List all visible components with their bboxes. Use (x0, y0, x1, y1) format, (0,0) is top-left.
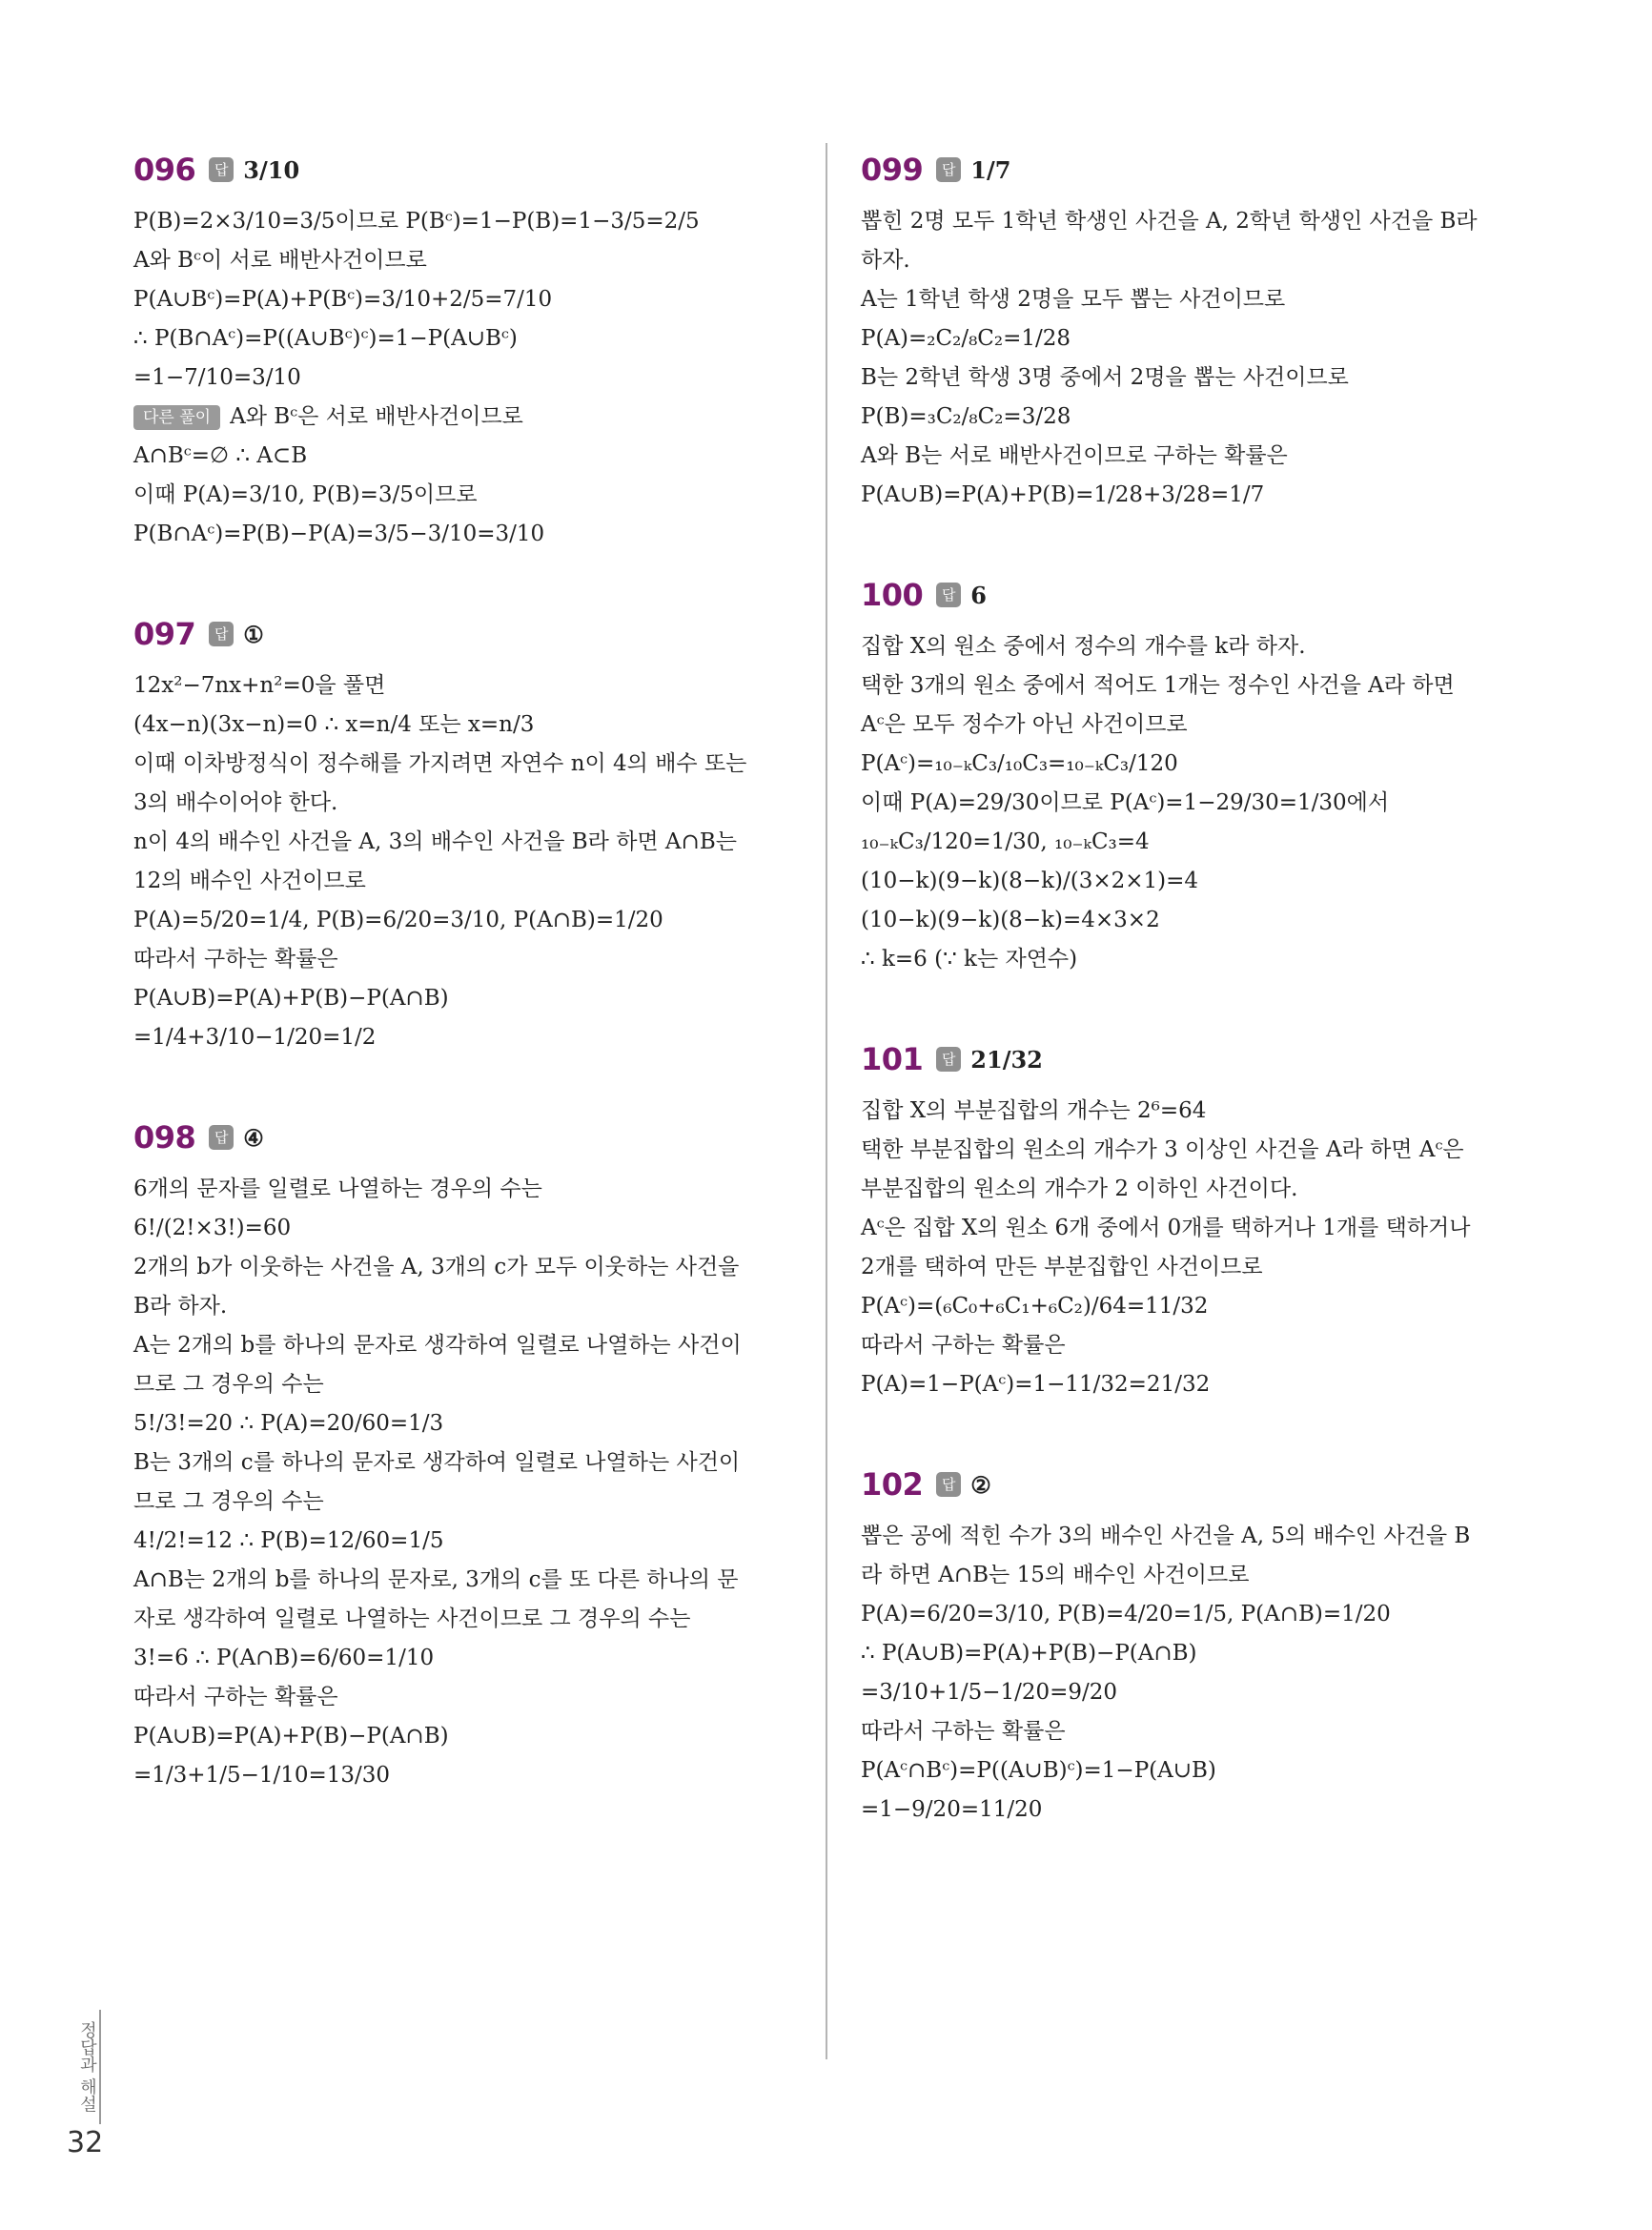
solution-line: (4x−n)(3x−n)=0 ∴ x=n/4 또는 x=n/3 (133, 712, 535, 737)
solution-line: =1−7/10=3/10 (133, 365, 301, 390)
answer-value: 21/32 (970, 1045, 1043, 1074)
solution-line: =1/4+3/10−1/20=1/2 (133, 1025, 377, 1050)
answer-tag: 답 (209, 1125, 234, 1150)
answer-tag: 답 (936, 1472, 961, 1497)
solution-line: =1−9/20=11/20 (861, 1797, 1043, 1822)
answer-value: ① (243, 620, 264, 648)
answer-tag: 답 (936, 157, 961, 182)
solution-line: A는 1학년 학생 2명을 모두 뽑는 사건이므로 (861, 287, 1286, 312)
answer-tag: 답 (209, 622, 234, 646)
solution-line: P(A∪B)=P(A)+P(B)=1/28+3/28=1/7 (861, 482, 1265, 507)
problem-header (133, 607, 791, 661)
solution-line: Aᶜ은 모두 정수가 아닌 사건이므로 (861, 712, 1188, 737)
problem-header (861, 1033, 1519, 1086)
problem-097 (133, 607, 791, 1057)
solution-line: 12x²−7nx+n²=0을 풀면 (133, 673, 386, 698)
side-section-label: 정답과 해설 (74, 2010, 101, 2124)
solution-line: A와 Bᶜ이 서로 배반사건이므로 (133, 248, 427, 273)
solution-line: 6개의 문자를 일렬로 나열하는 경우의 수는 (133, 1176, 542, 1201)
solution-line: 뽑힌 2명 모두 1학년 학생인 사건을 A, 2학년 학생인 사건을 B라 (861, 209, 1478, 234)
solution-line: A와 B는 서로 배반사건이므로 구하는 확률은 (861, 443, 1288, 468)
solution-line: 5!/3!=20 ∴ P(A)=20/60=1/3 (133, 1411, 444, 1436)
solution-line: P(A)=6/20=3/10, P(B)=4/20=1/5, P(A∩B)=1/20 (861, 1602, 1391, 1626)
alt-solution-badge: 다른 풀이 (133, 405, 220, 430)
solution-line: 2개의 b가 이웃하는 사건을 A, 3개의 c가 모두 이웃하는 사건을 (133, 1255, 740, 1279)
left-column (133, 143, 791, 1849)
answer-value: 1/7 (970, 155, 1011, 184)
alt-solution-line: A∩Bᶜ=∅ ∴ A⊂B (133, 443, 308, 468)
solution-line: P(A∪B)=P(A)+P(B)−P(A∩B) (133, 1724, 449, 1749)
problem-number: 100 (861, 577, 924, 613)
solution-line: P(A)=1−P(Aᶜ)=1−11/32=21/32 (861, 1372, 1211, 1397)
solution-line: 따라서 구하는 확률은 (133, 1685, 338, 1709)
problem-header (133, 143, 791, 196)
problem-099 (861, 143, 1519, 515)
solution-line: =3/10+1/5−1/20=9/20 (861, 1680, 1118, 1705)
solution-line: P(Aᶜ)=₁₀₋ₖC₃/₁₀C₃=₁₀₋ₖC₃/120 (861, 751, 1178, 776)
solution-line: 이때 P(A)=29/30이므로 P(Aᶜ)=1−29/30=1/30에서 (861, 790, 1390, 815)
problem-header (861, 143, 1519, 196)
solution-line: 6!/(2!×3!)=60 (133, 1216, 292, 1240)
problem-102 (861, 1458, 1519, 1830)
solution-line: 4!/2!=12 ∴ P(B)=12/60=1/5 (133, 1528, 444, 1553)
solution-line: B는 2학년 학생 3명 중에서 2명을 뽑는 사건이므로 (861, 365, 1349, 390)
problem-header (861, 568, 1519, 622)
answer-tag: 답 (936, 583, 961, 607)
solution-line: ₁₀₋ₖC₃/120=1/30, ₁₀₋ₖC₃=4 (861, 829, 1150, 854)
solution-line: P(A∪B)=P(A)+P(B)−P(A∩B) (133, 986, 449, 1011)
alt-solution-line: 이때 P(A)=3/10, P(B)=3/5이므로 (133, 482, 478, 507)
solution-line: 집합 X의 원소 중에서 정수의 개수를 k라 하자. (861, 634, 1306, 659)
problem-100 (861, 568, 1519, 979)
problem-number: 101 (861, 1041, 924, 1077)
solution-line: ∴ P(B∩Aᶜ)=P((A∪Bᶜ)ᶜ)=1−P(A∪Bᶜ) (133, 326, 518, 351)
solution-line: A는 2개의 b를 하나의 문자로 생각하여 일렬로 나열하는 사건이 (133, 1333, 742, 1358)
right-column (861, 143, 1519, 1883)
solution-line: n이 4의 배수인 사건을 A, 3의 배수인 사건을 B라 하면 A∩B는 (133, 829, 737, 854)
solution-line: 택한 3개의 원소 중에서 적어도 1개는 정수인 사건을 A라 하면 (861, 673, 1455, 698)
problem-number: 097 (133, 616, 196, 652)
solution-line: 부분집합의 원소의 개수가 2 이하인 사건이다. (861, 1176, 1298, 1201)
solution-line: =1/3+1/5−1/10=13/30 (133, 1763, 391, 1788)
solution-line: P(A)=5/20=1/4, P(B)=6/20=3/10, P(A∩B)=1/20 (133, 908, 663, 932)
solution-line: 집합 X의 부분집합의 개수는 2⁶=64 (861, 1098, 1207, 1123)
solution-line: P(A∪Bᶜ)=P(A)+P(Bᶜ)=3/10+2/5=7/10 (133, 287, 553, 312)
solution-line: B는 3개의 c를 하나의 문자로 생각하여 일렬로 나열하는 사건이 (133, 1450, 741, 1475)
solution-line: P(B)=2×3/10=3/5이므로 P(Bᶜ)=1−P(B)=1−3/5=2/5 (133, 209, 700, 234)
solution-line: 라 하면 A∩B는 15의 배수인 사건이므로 (861, 1563, 1250, 1587)
solution-line: (10−k)(9−k)(8−k)=4×3×2 (861, 908, 1160, 932)
answer-tag: 답 (209, 157, 234, 182)
solution-line: P(Aᶜ)=(₆C₀+₆C₁+₆C₂)/64=11/32 (861, 1294, 1209, 1319)
solution-line: B라 하자. (133, 1294, 228, 1319)
solution-line: 므로 그 경우의 수는 (133, 1489, 324, 1514)
solution-line: 따라서 구하는 확률은 (133, 947, 338, 972)
alt-solution-text: A와 Bᶜ은 서로 배반사건이므로 (230, 404, 523, 429)
alt-solution-line (133, 398, 791, 437)
solution-line: 뽑은 공에 적힌 수가 3의 배수인 사건을 A, 5의 배수인 사건을 B (861, 1524, 1471, 1548)
solution-line: P(A)=₂C₂/₈C₂=1/28 (861, 326, 1071, 351)
answer-value: 3/10 (243, 155, 300, 184)
solution-line: ∴ P(A∪B)=P(A)+P(B)−P(A∩B) (861, 1641, 1197, 1666)
solution-line: ∴ k=6 (∵ k는 자연수) (861, 947, 1078, 972)
problem-number: 099 (861, 152, 924, 188)
solution-line: 이때 이차방정식이 정수해를 가지려면 자연수 n이 4의 배수 또는 (133, 751, 747, 776)
solution-line: (10−k)(9−k)(8−k)/(3×2×1)=4 (861, 869, 1199, 893)
solution-line: 하자. (861, 248, 910, 273)
problem-header (133, 1111, 791, 1164)
answer-value: ② (970, 1470, 991, 1499)
problem-096 (133, 143, 791, 554)
solution-line: 므로 그 경우의 수는 (133, 1372, 324, 1397)
answer-value: 6 (970, 581, 987, 609)
problem-101 (861, 1033, 1519, 1404)
solution-line: 자로 생각하여 일렬로 나열하는 사건이므로 그 경우의 수는 (133, 1606, 691, 1631)
column-divider (826, 143, 827, 2059)
solution-line: 택한 부분집합의 원소의 개수가 3 이상인 사건을 A라 하면 Aᶜ은 (861, 1137, 1464, 1162)
solution-line: 2개를 택하여 만든 부분집합인 사건이므로 (861, 1255, 1263, 1279)
solution-line: Aᶜ은 집합 X의 원소 6개 중에서 0개를 택하거나 1개를 택하거나 (861, 1216, 1471, 1240)
solution-line: 따라서 구하는 확률은 (861, 1333, 1066, 1358)
problem-header (861, 1458, 1519, 1511)
problem-098 (133, 1111, 791, 1795)
problem-number: 098 (133, 1119, 196, 1156)
solution-line: P(B)=₃C₂/₈C₂=3/28 (861, 404, 1071, 429)
solution-line: 12의 배수인 사건이므로 (133, 869, 366, 893)
problem-number: 096 (133, 152, 196, 188)
solution-line: P(Aᶜ∩Bᶜ)=P((A∪B)ᶜ)=1−P(A∪B) (861, 1758, 1216, 1783)
solution-line: A∩B는 2개의 b를 하나의 문자로, 3개의 c를 또 다른 하나의 문 (133, 1567, 739, 1592)
solution-line: 3!=6 ∴ P(A∩B)=6/60=1/10 (133, 1646, 435, 1670)
solution-line: 3의 배수이어야 한다. (133, 790, 338, 815)
alt-solution-line: P(B∩Aᶜ)=P(B)−P(A)=3/5−3/10=3/10 (133, 522, 545, 546)
problem-number: 102 (861, 1466, 924, 1503)
solution-line: 따라서 구하는 확률은 (861, 1719, 1066, 1744)
answer-value: ④ (243, 1123, 264, 1152)
page-number: 32 (67, 2126, 104, 2159)
answer-tag: 답 (936, 1047, 961, 1072)
